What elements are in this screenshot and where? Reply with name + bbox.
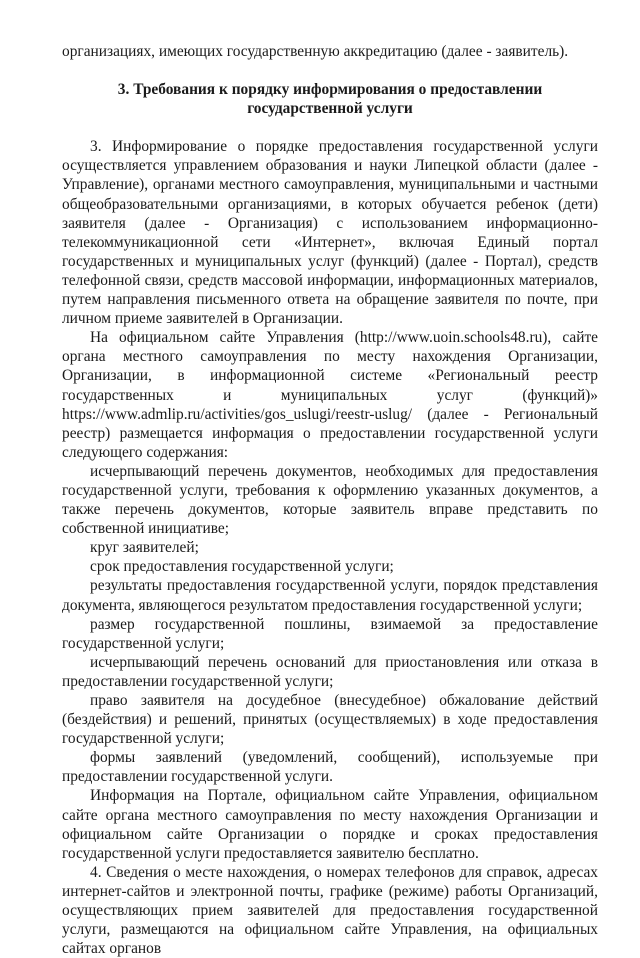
list-item: круг заявителей; [90, 539, 199, 557]
paragraph-free-info: Информация на Портале, официальном сайте Управления, официальном сайте органа местного самоуправления по месту нахождения Организации и официальном сайте Организации о порядке и сроках предоставления государственной услуги предоставляется заявителю бесплатно. [62, 787, 598, 862]
document-page [62, 42, 598, 958]
list-item: исчерпывающий перечень оснований для приостановления или отказа в предоставлении государственной услуги; [62, 653, 598, 690]
paragraph-continuation: организациях, имеющих государственную аккредитацию (далее - заявитель). [62, 43, 569, 60]
list-item: срок предоставления государственной услуги; [90, 558, 394, 576]
section-heading: 3. Требования к порядку информирования о предоставлении государственной услуги [117, 81, 543, 118]
paragraph-location-info: 4. Сведения о месте нахождения, о номерах телефонов для справок, адресах интернет-сайтов и электронной почты, графике (режиме) работы Организаций, осуществляющих прием заявителей для предоставления государственной услуги, размещаются на официальном сайте Управления, на официальных сайтах органов [62, 863, 598, 958]
list-item: размер государственной пошлины, взимаемой за предоставление государственной услуги; [62, 615, 598, 652]
paragraph-informing: 3. Информирование о порядке предоставления государственной услуги осуществляется управлением образования и науки Липецкой области (далее - Управление), органами местного самоуправления, муниципальными и частными общеобразовательными организациями, в которых обучается ребенок (дети) заявителя (далее - Организация) с использованием информационно-телекоммуникационной сети «Интернет», включая Единый портал государственных и муниципальных услуг (функций) (далее - Портал), средств телефонной связи, средств массовой информации, информационных материалов, путем направления письменного ответа на обращение заявителя по почте, при личном приеме заявителей в Организации. [62, 138, 598, 328]
list-item: исчерпывающий перечень документов, необходимых для предоставления государственной услуги, требования к оформлению указанных документов, а также перечень документов, которые заявитель вправе представить по собственной инициативе; [62, 462, 598, 538]
paragraph-official-site: На официальном сайте Управления (http://www.uoin.schools48.ru), сайте органа местного самоуправления по месту нахождения Организации, Организации, в информационной системе «Региональный реестр государственных и муниципальных услуг (функций)» https://www.admlip.ru/activities/gos_uslugi/reestr-uslug/ (далее - Региональный реестр) размещается информация о предоставлении государственной услуги следующего содержания: [62, 329, 598, 461]
list-item: право заявителя на досудебное (внесудебное) обжалование действий (бездействия) и решений, принятых (осуществляемых) в ходе предоставления государственной услуги; [62, 692, 598, 748]
list-item: результаты предоставления государственной услуги, порядок представления документа, являющегося результатом предоставления государственной услуги; [62, 577, 598, 614]
list-item: формы заявлений (уведомлений, сообщений), используемые при предоставлении государственной услуги. [62, 749, 598, 786]
